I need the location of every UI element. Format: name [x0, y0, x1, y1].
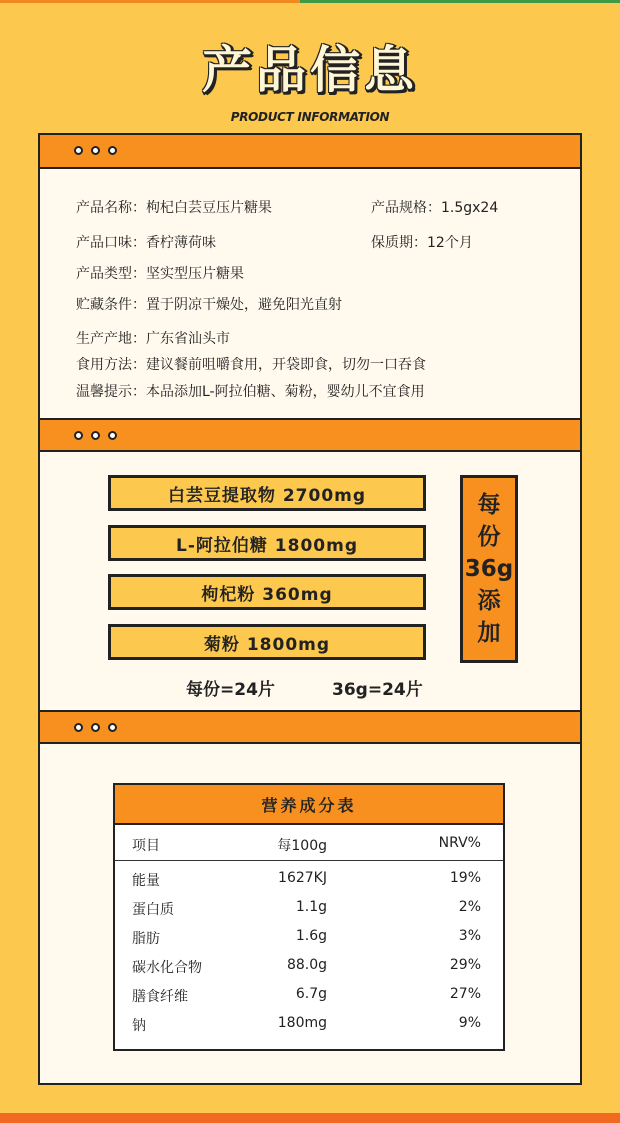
info-shelf-life: 保质期：12个月 — [371, 235, 473, 251]
nutrient-name: 钠 — [132, 1018, 146, 1034]
side-char: 每 — [477, 492, 501, 518]
table-row — [115, 981, 503, 1010]
nutrient-nrv: 19% — [449, 870, 481, 886]
table-row — [115, 1010, 503, 1039]
nutrition-table-title: 营养成分表 — [115, 785, 503, 825]
nutrient-amount: 1627KJ — [278, 870, 327, 886]
top-stripe-green — [300, 0, 620, 3]
table-row — [115, 952, 503, 981]
dot-icon — [74, 146, 83, 155]
dot-icon — [108, 723, 117, 732]
page-title: 产品信息 — [202, 41, 418, 99]
nutrition-table — [113, 783, 505, 1051]
table-row — [115, 923, 503, 952]
info-tip: 温馨提示：本品添加L-阿拉伯糖、菊粉，婴幼儿不宜食用 — [76, 384, 425, 400]
dot-icon — [74, 723, 83, 732]
nutrition-header-row — [115, 827, 503, 861]
product-card — [38, 133, 582, 1085]
nutrient-amount: 88.0g — [286, 957, 327, 973]
dot-icon — [108, 146, 117, 155]
info-origin: 生产产地：广东省汕头市 — [76, 331, 230, 347]
nutrient-nrv: 29% — [449, 957, 481, 973]
dot-icon — [108, 431, 117, 440]
dot-icon — [91, 146, 100, 155]
nutrient-amount: 1.1g — [295, 899, 327, 915]
dot-icon — [91, 723, 100, 732]
ingredient-box: 枸杞粉 360mg — [108, 574, 426, 610]
nutrient-nrv: 9% — [458, 1015, 481, 1031]
dot-icon — [91, 431, 100, 440]
window-dots — [74, 723, 117, 732]
side-char: 添 — [477, 588, 501, 614]
per-serving-count: 每份=24片 — [186, 680, 275, 700]
nutrient-name: 能量 — [132, 873, 160, 889]
table-row — [115, 865, 503, 894]
nutrient-amount: 180mg — [277, 1015, 327, 1031]
nutrient-name: 蛋白质 — [132, 902, 174, 918]
ingredient-box: 菊粉 1800mg — [108, 624, 426, 660]
info-flavor: 产品口味：香柠薄荷味 — [76, 235, 216, 251]
dot-icon — [74, 431, 83, 440]
nutrient-name: 碳水化合物 — [132, 960, 202, 976]
table-row — [115, 894, 503, 923]
nutrient-amount: 6.7g — [295, 986, 327, 1002]
nutrient-nrv: 27% — [449, 986, 481, 1002]
nutrient-name: 脂肪 — [132, 931, 160, 947]
window-dots — [74, 431, 117, 440]
side-char: 份 — [477, 524, 501, 550]
ingredient-box: L-阿拉伯糖 1800mg — [108, 525, 426, 561]
section-bar-ingredients — [40, 418, 580, 452]
info-storage: 贮藏条件：置于阴凉干燥处，避免阳光直射 — [76, 297, 342, 313]
info-name: 产品名称：枸杞白芸豆压片糖果 — [76, 200, 272, 216]
section-bar-nutrition — [40, 710, 580, 744]
top-stripe — [0, 0, 620, 3]
col-header-per100g: 每100g — [277, 838, 327, 854]
per-serving-weight: 36g=24片 — [332, 680, 423, 700]
nutrient-nrv: 2% — [458, 899, 481, 915]
side-char: 加 — [477, 620, 501, 646]
info-usage: 食用方法：建议餐前咀嚼食用，开袋即食，切勿一口吞食 — [76, 357, 426, 373]
serving-added-label — [460, 475, 518, 663]
top-stripe-orange — [0, 0, 300, 3]
page-subtitle: PRODUCT INFORMATION — [230, 110, 390, 124]
section-bar-info — [40, 135, 580, 169]
bottom-stripe — [0, 1113, 620, 1123]
nutrient-name: 膳食纤维 — [132, 989, 188, 1005]
nutrient-amount: 1.6g — [295, 928, 327, 944]
info-type: 产品类型：坚实型压片糖果 — [76, 266, 244, 282]
info-spec: 产品规格：1.5gx24 — [371, 200, 499, 216]
header — [0, 30, 620, 124]
ingredient-box: 白芸豆提取物 2700mg — [108, 475, 426, 511]
col-header-item: 项目 — [132, 838, 160, 854]
side-char: 36g — [464, 556, 514, 582]
nutrient-nrv: 3% — [458, 928, 481, 944]
col-header-nrv: NRV% — [438, 835, 481, 851]
window-dots — [74, 146, 117, 155]
